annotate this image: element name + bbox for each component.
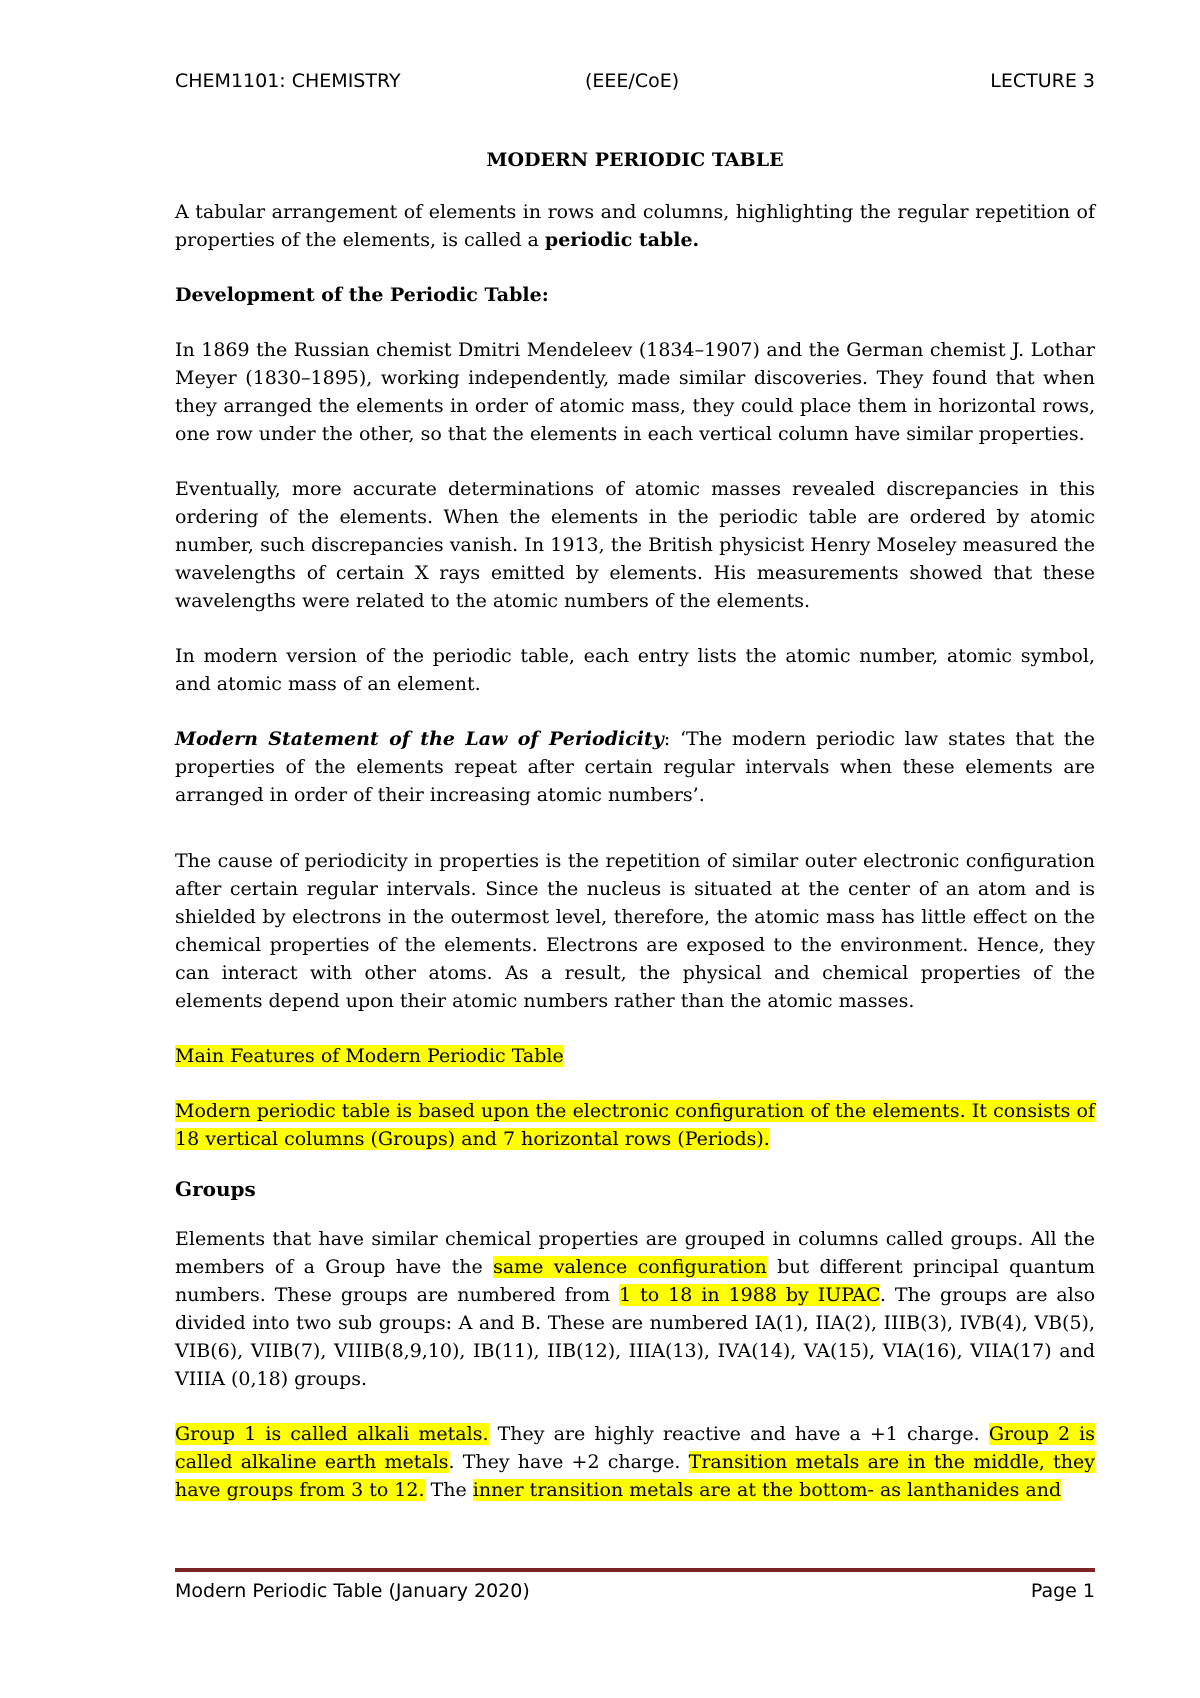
groups-p1-highlight-1: same valence configuration xyxy=(493,1256,767,1278)
cause-paragraph: The cause of periodicity in properties is the repetition of similar outer electronic configuration after certain regular intervals. Since the nucleus is situated at the center of an atom and is shielded by electrons in the outermost level, therefore, the atomic mass has little effect on the chemical properties of the elements. Electrons are exposed to the environment. Hence, they can interact with other atoms. As a result, the physical and chemical properties of the elements depend upon their atomic numbers rather than the atomic masses. xyxy=(175,850,1095,1012)
header-program: (EEE/CoE) xyxy=(585,70,680,92)
features-heading-text: Main Features of Modern Periodic Table xyxy=(175,1045,564,1067)
intro-text: A tabular arrangement of elements in rows and columns, highlighting the regular repetition of properties of the elements, is called a xyxy=(175,201,1095,251)
groups-p2-text-c: The xyxy=(424,1479,473,1501)
groups-heading: Groups xyxy=(175,1177,256,1201)
groups-p1-text-c: . The groups are also divided into two sub groups: A and B. These are numbered IA(1), IIA(2), IIIB(3), IVB(4), VB(5), VIB(6), VIIB(7), VIIIB(8,9,10), IB(11), IIB(12), IIIA(13), IVA(14), VA(15), VIA(16), VIIA(17) and VIIIA (0,18) groups. xyxy=(175,1284,1096,1390)
law-text: : ‘The modern periodic law states that the properties of the elements repeat after certain regular intervals when these elements are arranged in order of their increasing atomic numbers’. xyxy=(175,728,1095,806)
groups-p2-highlight-2: Group 2 is called alkaline earth metals xyxy=(175,1423,1096,1473)
intro-bold-term: periodic table. xyxy=(544,229,700,251)
header-course: CHEM1101: CHEMISTRY xyxy=(175,70,401,92)
law-label: Modern Statement of the Law of Periodicity xyxy=(175,728,664,750)
footer-document-title: Modern Periodic Table (January 2020) xyxy=(175,1580,530,1602)
law-paragraph xyxy=(175,725,1095,809)
features-heading xyxy=(175,1042,1095,1070)
page-footer xyxy=(175,1580,1095,1610)
groups-paragraph-1 xyxy=(175,1225,1095,1393)
groups-p2-text-a: They are highly reactive and have a +1 charge. xyxy=(488,1423,989,1445)
document-body xyxy=(175,146,1095,1504)
groups-paragraph-2 xyxy=(175,1420,1095,1504)
intro-paragraph xyxy=(175,198,1095,254)
groups-p2-highlight-3: Transition metals are in the middle, they have groups from 3 to 12. xyxy=(175,1451,1095,1501)
groups-p2-highlight-1: Group 1 is called alkali metals. xyxy=(175,1423,489,1445)
development-heading: Development of the Periodic Table: xyxy=(175,284,549,306)
development-paragraph-2: Eventually, more accurate determinations of atomic masses revealed discrepancies in this ordering of the elements. When the elements in the periodic table are ordered by atomic number, such discrepancies vanish. In 1913, the British physicist Henry Moseley measured the wavelengths of certain X rays emitted by elements. His measurements showed that these wavelengths were related to the atomic numbers of the elements. xyxy=(175,478,1095,612)
groups-p2-highlight-4: inner transition metals are at the bottom- as lanthanides and xyxy=(472,1479,1062,1501)
features-text: Modern periodic table is based upon the electronic configuration of the elements. It consists of 18 vertical columns (Groups) and 7 horizontal rows (Periods). xyxy=(175,1100,1095,1150)
groups-p1-text-a: Elements that have similar chemical properties are grouped in columns called groups. All the members of a Group have the xyxy=(175,1228,1095,1278)
features-paragraph xyxy=(175,1097,1095,1153)
page-header xyxy=(175,70,1095,100)
groups-p1-highlight-2: 1 to 18 in 1988 by IUPAC xyxy=(619,1284,880,1306)
footer-divider xyxy=(175,1568,1095,1572)
groups-p2-text-b: . They have +2 charge. xyxy=(448,1451,689,1473)
development-paragraph-1: In 1869 the Russian chemist Dmitri Mendeleev (1834–1907) and the German chemist J. Lothar Meyer (1830–1895), working independently, made similar discoveries. They found that when they arranged the elements in order of atomic mass, they could place them in horizontal rows, one row under the other, so that the elements in each vertical column have similar properties. xyxy=(175,339,1095,445)
footer-page-number: Page 1 xyxy=(1030,1580,1095,1602)
groups-p1-text-b: but different principal quantum numbers. These groups are numbered from xyxy=(175,1256,1096,1306)
header-lecture: LECTURE 3 xyxy=(990,70,1095,92)
development-paragraph-3: In modern version of the periodic table, each entry lists the atomic number, atomic symbol, and atomic mass of an element. xyxy=(175,645,1095,695)
page-title: MODERN PERIODIC TABLE xyxy=(486,149,784,171)
